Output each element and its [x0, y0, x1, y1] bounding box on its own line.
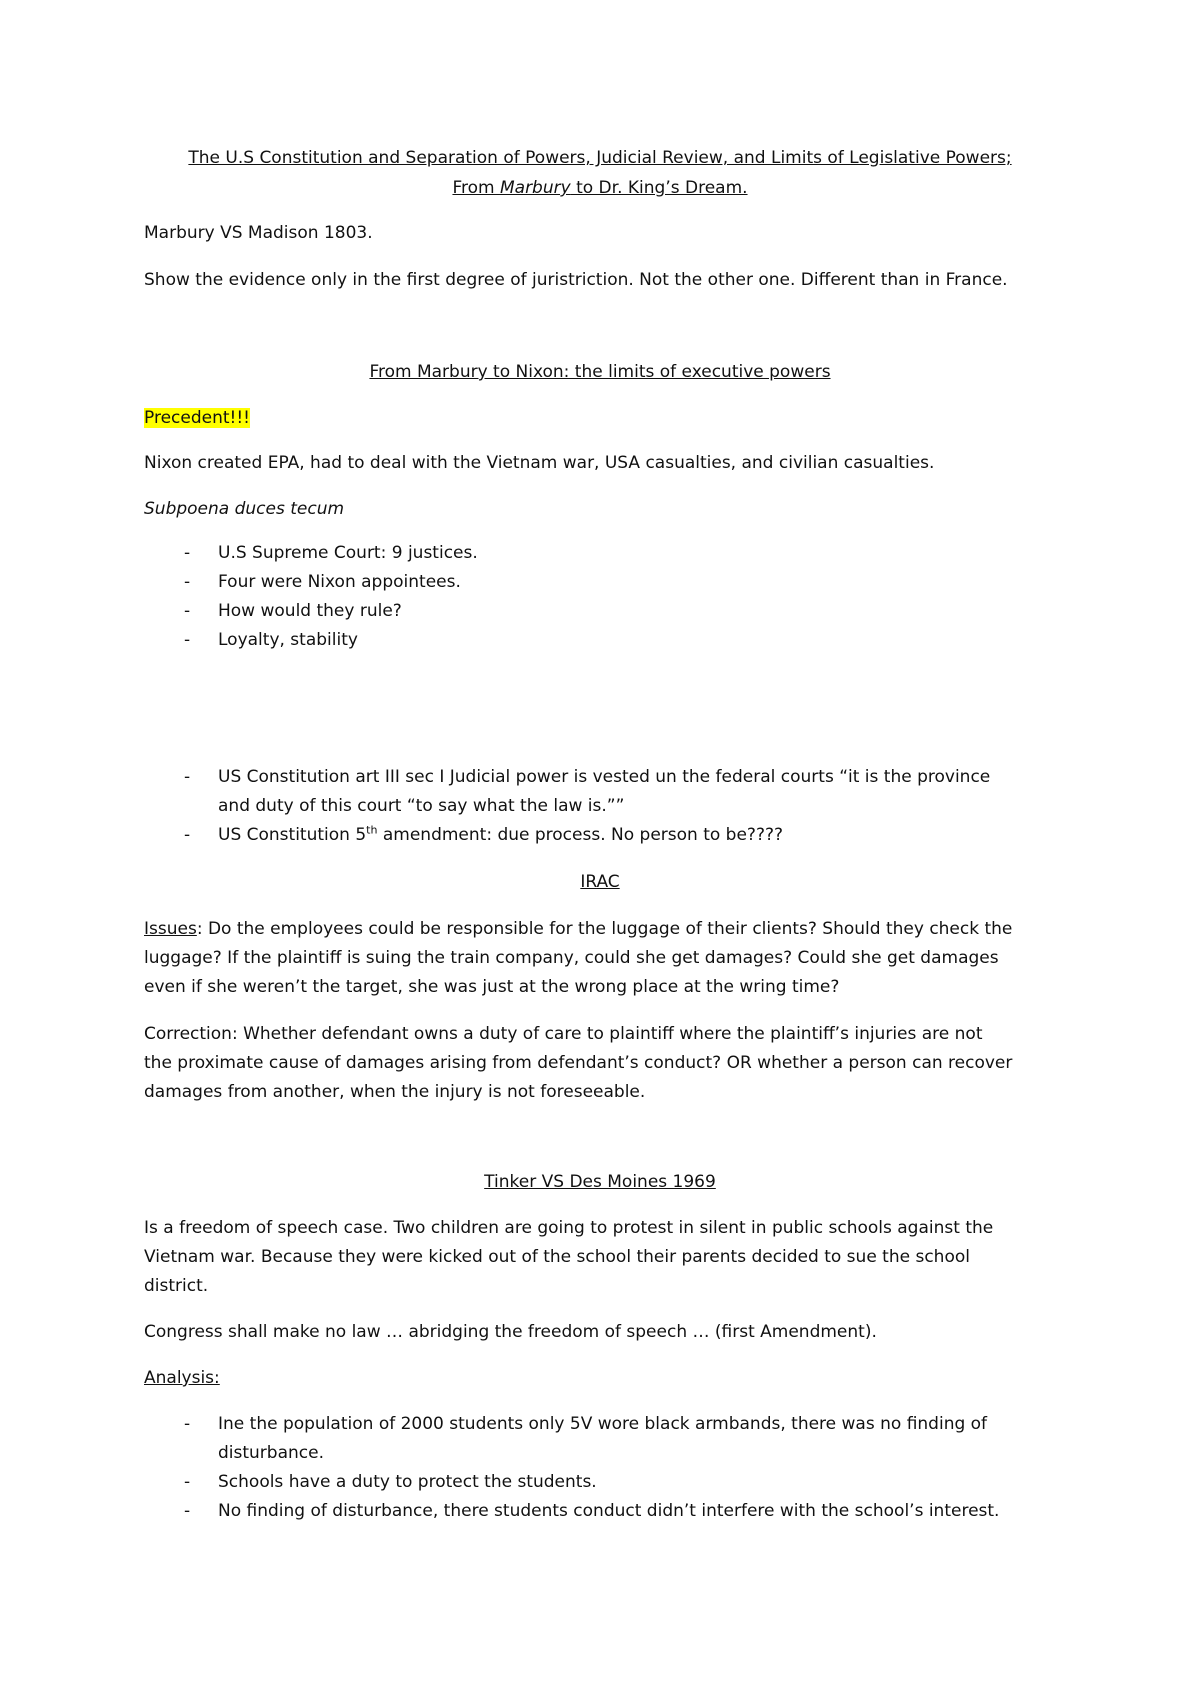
list-item-text: Four were Nixon appointees.	[218, 572, 461, 592]
title-line2-post: to Dr. King’s Dream.	[570, 178, 748, 198]
title-text: The U.S Constitution and Separation of Powers, Judicial Review, and Limits of Legislative Powers;	[188, 148, 1012, 168]
amendment-sup: th	[366, 823, 378, 837]
correction-line2: the proximate cause of damages arising from defendant’s conduct? OR whether a person can recover	[144, 1053, 1013, 1073]
document-title-line2	[144, 176, 1056, 200]
bullet-dash: -	[184, 630, 191, 650]
bullet-dash: -	[184, 601, 191, 621]
section-heading-irac: IRAC	[580, 872, 620, 892]
correction-line1: Correction: Whether defendant owns a duty of care to plaintiff where the plaintiff’s injuries are not	[144, 1024, 983, 1044]
bullet-dash: -	[184, 543, 191, 563]
amendment-pre: US Constitution 5	[218, 825, 367, 845]
issues-line2: luggage? If the plaintiff is suing the train company, could she get damages? Could she get damages	[144, 948, 999, 968]
issues-text: : Do the employees could be responsible for the luggage of their clients? Should they check the	[196, 919, 1013, 939]
list-item-text: Schools have a duty to protect the students.	[218, 1472, 597, 1492]
precedent-note	[144, 406, 250, 430]
bullet-dash: -	[184, 767, 191, 787]
list-item-text: No finding of disturbance, there students conduct didn’t interfere with the school’s interest.	[218, 1501, 1000, 1521]
bullet-dash: -	[184, 1472, 191, 1492]
tinker-para-line1: Is a freedom of speech case. Two children are going to protest in silent in public schools against the	[144, 1218, 994, 1238]
list-item-text: US Constitution art III sec I Judicial power is vested un the federal courts “it is the province	[218, 767, 991, 787]
bullet-dash: -	[184, 1414, 191, 1434]
issues-line1	[144, 917, 1012, 941]
document-title-line1	[144, 146, 1056, 170]
bullet-dash: -	[184, 572, 191, 592]
tinker-para-line3: district.	[144, 1276, 209, 1296]
correction-line3: damages from another, when the injury is not foreseeable.	[144, 1082, 646, 1102]
list-item-text: disturbance.	[218, 1443, 324, 1463]
nixon-paragraph: Nixon created EPA, had to deal with the Vietnam war, USA casualties, and civilian casualties.	[144, 453, 935, 473]
list-item-text: U.S Supreme Court: 9 justices.	[218, 543, 478, 563]
bullet-dash: -	[184, 1501, 191, 1521]
list-item-text	[218, 821, 1038, 850]
tinker-para-line2: Vietnam war. Because they were kicked out of the school their parents decided to sue the school	[144, 1247, 970, 1267]
issues-label: Issues	[144, 919, 197, 939]
congress-quote: Congress shall make no law … abridging the freedom of speech … (first Amendment).	[144, 1322, 877, 1342]
list-item-text: Ine the population of 2000 students only 5V wore black armbands, there was no finding of	[218, 1414, 988, 1434]
title-line2-italic: Marbury	[499, 178, 571, 198]
list-item-text: How would they rule?	[218, 601, 402, 621]
section-heading-tinker: Tinker VS Des Moines 1969	[484, 1172, 716, 1192]
list-item-text: Loyalty, stability	[218, 630, 358, 650]
evidence-paragraph: Show the evidence only in the first degree of juristriction. Not the other one. Different than in France.	[144, 270, 1008, 290]
issues-line3: even if she weren’t the target, she was just at the wrong place at the wring time?	[144, 977, 840, 997]
case-marbury: Marbury VS Madison 1803.	[144, 223, 373, 243]
precedent-highlight: Precedent!!!	[144, 408, 250, 428]
bullet-dash: -	[184, 825, 191, 845]
amendment-post: amendment: due process. No person to be????	[377, 825, 784, 845]
title-line2-pre: From	[452, 178, 500, 198]
subpoena-term: Subpoena duces tecum	[144, 499, 345, 519]
list-item-text: and duty of this court “to say what the law is.””	[218, 796, 625, 816]
analysis-label: Analysis:	[144, 1368, 220, 1388]
section-heading-nixon: From Marbury to Nixon: the limits of executive powers	[369, 362, 831, 382]
